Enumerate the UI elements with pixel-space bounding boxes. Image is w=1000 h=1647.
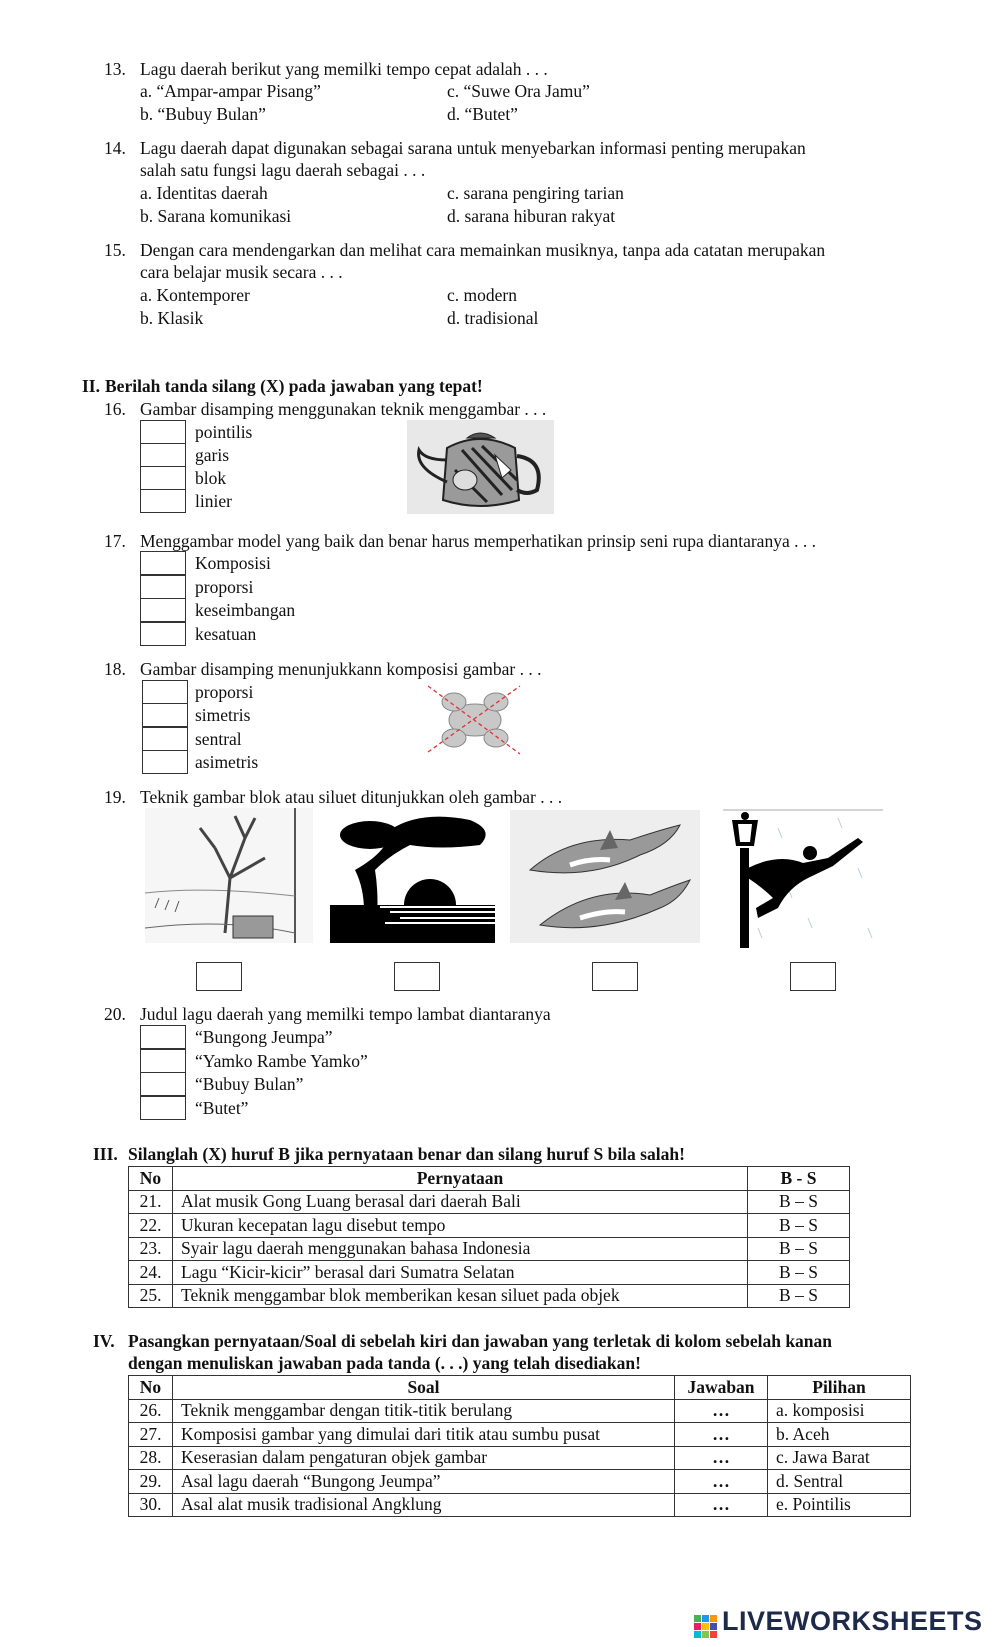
row-no: 21. xyxy=(129,1190,173,1214)
q20-checkbox-2[interactable] xyxy=(140,1049,186,1073)
table-row xyxy=(129,1470,911,1494)
table-header-row xyxy=(129,1167,850,1191)
row-no: 24. xyxy=(129,1261,173,1285)
q16-option-3: blok xyxy=(195,468,227,488)
table-row xyxy=(129,1237,850,1261)
row-soal: Teknik menggambar dengan titik-titik berulang xyxy=(173,1399,675,1423)
q18-option-1: proporsi xyxy=(195,682,254,702)
q17-checkbox-4[interactable] xyxy=(140,622,186,646)
row-soal: Asal lagu daerah “Bungong Jeumpa” xyxy=(173,1470,675,1494)
row-no: 25. xyxy=(129,1284,173,1308)
row-answer-field[interactable]: … xyxy=(675,1423,768,1447)
q13-option-b[interactable]: b. “Bubuy Bulan” xyxy=(140,104,266,124)
q19-text: Teknik gambar blok atau siluet ditunjukkan oleh gambar . . . xyxy=(140,787,563,807)
q18-number: 18. xyxy=(104,659,126,679)
q16-checkbox-4[interactable] xyxy=(140,489,186,513)
street-lamp-silhouette-image xyxy=(718,808,888,948)
q19-answer-box-1[interactable] xyxy=(196,962,242,991)
whales-pointillism-image xyxy=(510,810,700,943)
q18-option-3: sentral xyxy=(195,729,242,749)
q20-checkbox-3[interactable] xyxy=(140,1072,186,1096)
q14-option-c[interactable]: c. sarana pengiring tarian xyxy=(447,183,624,203)
header-no: No xyxy=(129,1167,173,1191)
q13-number: 13. xyxy=(104,59,126,79)
row-soal: Komposisi gambar yang dimulai dari titik atau sumbu pusat xyxy=(173,1423,675,1447)
q15-text-line2: cara belajar musik secara . . . xyxy=(140,262,343,282)
row-bs-choice[interactable]: B – S xyxy=(748,1237,850,1261)
table-row xyxy=(129,1190,850,1214)
header-bs: B - S xyxy=(748,1167,850,1191)
header-jawaban: Jawaban xyxy=(675,1376,768,1400)
header-soal: Soal xyxy=(173,1376,675,1400)
q13-option-a[interactable]: a. “Ampar-ampar Pisang” xyxy=(140,81,321,101)
row-pilihan: b. Aceh xyxy=(768,1423,911,1447)
q17-checkbox-2[interactable] xyxy=(140,575,186,599)
q20-option-1: “Bungong Jeumpa” xyxy=(195,1027,333,1047)
q16-checkbox-3[interactable] xyxy=(140,466,186,490)
row-no: 28. xyxy=(129,1446,173,1470)
table-header-row xyxy=(129,1376,911,1400)
composition-diagram-image xyxy=(420,680,530,760)
row-no: 27. xyxy=(129,1423,173,1447)
q14-option-d[interactable]: d. sarana hiburan rakyat xyxy=(447,206,616,226)
q17-number: 17. xyxy=(104,531,126,551)
q16-option-1: pointilis xyxy=(195,422,253,442)
q15-option-a[interactable]: a. Kontemporer xyxy=(140,285,250,305)
q20-option-4: “Butet” xyxy=(195,1098,249,1118)
q18-text: Gambar disamping menunjukkann komposisi gambar . . . xyxy=(140,659,542,679)
row-no: 22. xyxy=(129,1214,173,1238)
q13-option-c[interactable]: c. “Suwe Ora Jamu” xyxy=(447,81,590,101)
q17-option-2: proporsi xyxy=(195,577,254,597)
q16-number: 16. xyxy=(104,399,126,419)
table-row xyxy=(129,1261,850,1285)
q17-checkbox-1[interactable] xyxy=(140,551,186,575)
q18-option-4: asimetris xyxy=(195,752,259,772)
header-no: No xyxy=(129,1376,173,1400)
q19-answer-box-4[interactable] xyxy=(790,962,836,991)
section2-roman: II. xyxy=(82,376,100,396)
q17-option-3: keseimbangan xyxy=(195,600,296,620)
row-no: 26. xyxy=(129,1399,173,1423)
q14-number: 14. xyxy=(104,138,126,158)
row-pilihan: d. Sentral xyxy=(768,1470,911,1494)
q17-option-1: Komposisi xyxy=(195,553,271,573)
true-false-table xyxy=(128,1166,850,1308)
section2-title: Berilah tanda silang (X) pada jawaban yang tepat! xyxy=(105,376,483,396)
section4-title-line1: Pasangkan pernyataan/Soal di sebelah kiri dan jawaban yang terletak di kolom sebelah kanan xyxy=(128,1331,833,1351)
q20-number: 20. xyxy=(104,1004,126,1024)
q19-answer-box-3[interactable] xyxy=(592,962,638,991)
q18-checkbox-4[interactable] xyxy=(142,750,188,774)
q17-checkbox-3[interactable] xyxy=(140,598,186,622)
q20-checkbox-4[interactable] xyxy=(140,1096,186,1120)
table-row xyxy=(129,1399,911,1423)
q15-number: 15. xyxy=(104,240,126,260)
table-row xyxy=(129,1214,850,1238)
q15-option-d[interactable]: d. tradisional xyxy=(447,308,539,328)
teapot-drawing-image xyxy=(407,420,554,514)
section3-roman: III. xyxy=(93,1144,118,1164)
q16-checkbox-1[interactable] xyxy=(140,420,186,444)
q18-option-2: simetris xyxy=(195,705,251,725)
q14-text-line1: Lagu daerah dapat digunakan sebagai sarana untuk menyebarkan informasi penting merupakan xyxy=(140,138,806,158)
row-answer-field[interactable]: … xyxy=(675,1470,768,1494)
q16-text: Gambar disamping menggunakan teknik menggambar . . . xyxy=(140,399,547,419)
table-row xyxy=(129,1493,911,1517)
tree-sketch-image xyxy=(145,808,313,943)
liveworksheets-logo-icon xyxy=(694,1615,718,1639)
table-row xyxy=(129,1423,911,1447)
section4-title-line2: dengan menuliskan jawaban pada tanda (. . .) yang telah disediakan! xyxy=(128,1353,641,1373)
row-no: 30. xyxy=(129,1493,173,1517)
row-answer-field[interactable]: … xyxy=(675,1493,768,1517)
row-no: 23. xyxy=(129,1237,173,1261)
q19-answer-box-2[interactable] xyxy=(394,962,440,991)
row-bs-choice[interactable]: B – S xyxy=(748,1190,850,1214)
q20-text: Judul lagu daerah yang memilki tempo lambat diantaranya xyxy=(140,1004,551,1024)
tree-silhouette-image xyxy=(330,810,495,943)
row-bs-choice[interactable]: B – S xyxy=(748,1284,850,1308)
row-soal: Asal alat musik tradisional Angklung xyxy=(173,1493,675,1517)
q20-option-2: “Yamko Rambe Yamko” xyxy=(195,1051,368,1071)
row-pilihan: a. komposisi xyxy=(768,1399,911,1423)
liveworksheets-logo[interactable]: LIVEWORKSHEETS xyxy=(722,1606,983,1636)
section3-title: Silanglah (X) huruf B jika pernyataan benar dan silang huruf S bila salah! xyxy=(128,1144,685,1164)
q16-option-4: linier xyxy=(195,491,232,511)
row-statement: Lagu “Kicir-kicir” berasal dari Sumatra Selatan xyxy=(173,1261,748,1285)
q14-option-a[interactable]: a. Identitas daerah xyxy=(140,183,268,203)
q13-option-d[interactable]: d. “Butet” xyxy=(447,104,518,124)
q17-text: Menggambar model yang baik dan benar harus memperhatikan prinsip seni rupa diantaranya . . . xyxy=(140,531,816,551)
row-soal: Keserasian dalam pengaturan objek gambar xyxy=(173,1446,675,1470)
table-row xyxy=(129,1446,911,1470)
row-statement: Teknik menggambar blok memberikan kesan siluet pada objek xyxy=(173,1284,748,1308)
row-bs-choice[interactable]: B – S xyxy=(748,1214,850,1238)
row-pilihan: e. Pointilis xyxy=(768,1493,911,1517)
row-no: 29. xyxy=(129,1470,173,1494)
q16-option-2: garis xyxy=(195,445,230,465)
row-statement: Ukuran kecepatan lagu disebut tempo xyxy=(173,1214,748,1238)
q14-text-line2: salah satu fungsi lagu daerah sebagai . . . xyxy=(140,160,426,180)
q18-checkbox-2[interactable] xyxy=(142,703,188,727)
q20-option-3: “Bubuy Bulan” xyxy=(195,1074,304,1094)
q15-option-c[interactable]: c. modern xyxy=(447,285,517,305)
row-answer-field[interactable]: … xyxy=(675,1399,768,1423)
q16-checkbox-2[interactable] xyxy=(140,443,186,467)
table-row xyxy=(129,1284,850,1308)
row-answer-field[interactable]: … xyxy=(675,1446,768,1470)
q17-option-4: kesatuan xyxy=(195,624,257,644)
q19-number: 19. xyxy=(104,787,126,807)
row-statement: Alat musik Gong Luang berasal dari daerah Bali xyxy=(173,1190,748,1214)
section4-roman: IV. xyxy=(93,1331,115,1351)
header-pilihan: Pilihan xyxy=(768,1376,911,1400)
row-bs-choice[interactable]: B – S xyxy=(748,1261,850,1285)
q18-checkbox-1[interactable] xyxy=(142,680,188,704)
row-pilihan: c. Jawa Barat xyxy=(768,1446,911,1470)
matching-table xyxy=(128,1375,911,1517)
q18-checkbox-3[interactable] xyxy=(142,727,188,751)
header-pernyataan: Pernyataan xyxy=(173,1167,748,1191)
q15-text-line1: Dengan cara mendengarkan dan melihat cara memainkan musiknya, tanpa ada catatan merupakan xyxy=(140,240,826,260)
q15-option-b[interactable]: b. Klasik xyxy=(140,308,204,328)
q20-checkbox-1[interactable] xyxy=(140,1025,186,1049)
row-statement: Syair lagu daerah menggunakan bahasa Indonesia xyxy=(173,1237,748,1261)
q13-text: Lagu daerah berikut yang memilki tempo cepat adalah . . . xyxy=(140,59,548,79)
q14-option-b[interactable]: b. Sarana komunikasi xyxy=(140,206,292,226)
